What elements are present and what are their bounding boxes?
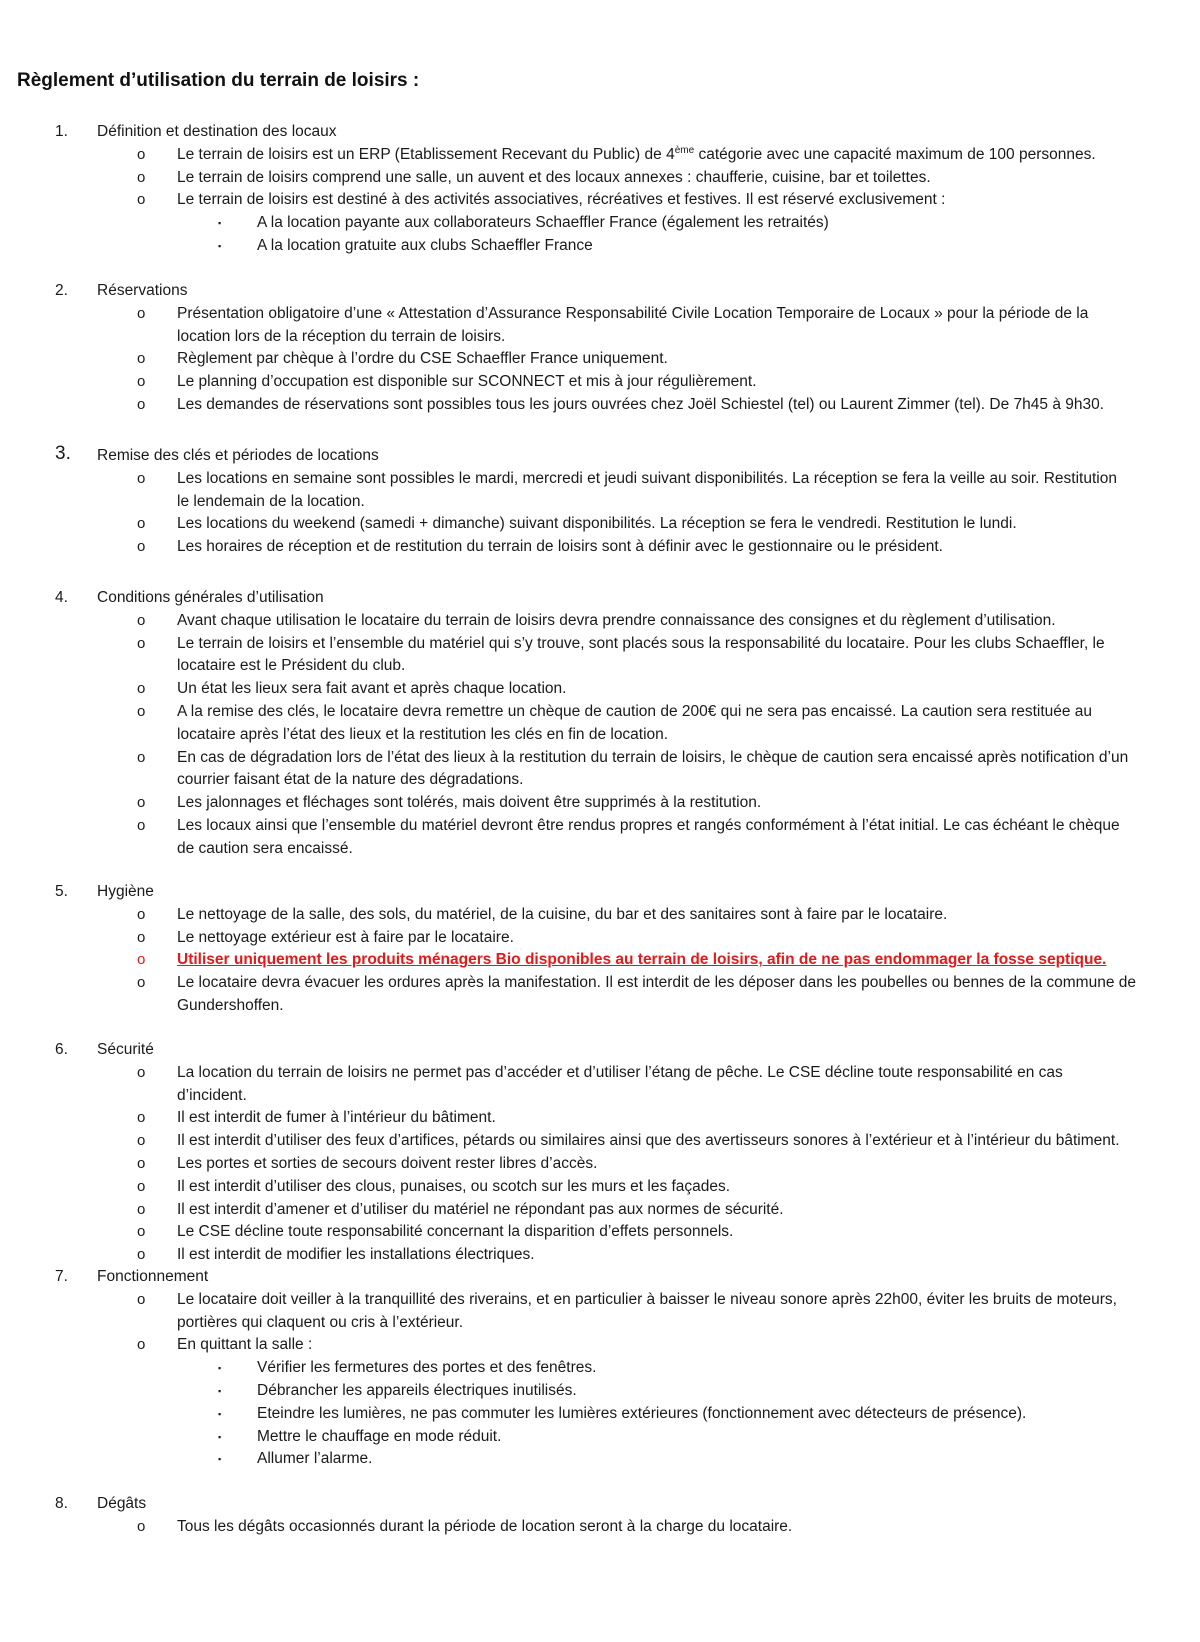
square-bullet: ▪ <box>218 241 222 251</box>
sub-rule-text: Allumer l’alarme. <box>257 1450 373 1468</box>
section-number: 2. <box>55 282 68 299</box>
rule-text: Le nettoyage extérieur est à faire par le locataire. <box>177 928 514 946</box>
rule-text: Il est interdit de modifier les installations électriques. <box>177 1246 535 1264</box>
circle-bullet: o <box>137 1063 146 1081</box>
square-bullet: ▪ <box>218 218 222 229</box>
section-title: Réservations <box>97 282 188 299</box>
rule-text: Le CSE décline toute responsabilité concernant la disparition d’effets personnels. <box>177 1223 734 1241</box>
rule-text: Les demandes de réservations sont possibles tous les jours ouvrées chez Joël Schiestel (tel) ou Laurent Zimmer (tel). De 7h45 à 9h30. <box>177 396 1105 413</box>
rule-text: La location du terrain de loisirs ne permet pas d’accéder et d’utiliser l’étang de pêche. Le CSE décline toute responsabilité en cas <box>177 1063 1063 1081</box>
circle-bullet: o <box>137 350 146 368</box>
circle-bullet: o <box>137 1109 146 1127</box>
section-title: Remise des clés et périodes de locations <box>97 447 379 464</box>
circle-bullet: o <box>137 373 146 391</box>
circle-bullet: o <box>137 928 146 946</box>
circle-bullet: o <box>137 1290 146 1308</box>
circle-bullet: o <box>137 1177 146 1195</box>
section-title: Définition et destination des locaux <box>97 123 337 140</box>
circle-bullet: o <box>137 1200 146 1218</box>
rule-text: Le terrain de loisirs est destiné à des activités associatives, récréatives et festives. Il est réservé exclusivement : <box>177 191 946 209</box>
rule-text: Le nettoyage de la salle, des sols, du matériel, de la cuisine, du bar et des sanitaires sont à faire par le locataire. <box>177 905 948 923</box>
rule-text: portières qui claquent ou cris à l’extérieur. <box>177 1313 464 1331</box>
rule-text: Présentation obligatoire d’une « Attestation d’Assurance Responsabilité Civile Location Temporaire de Locaux » pour la période de la <box>177 304 1089 322</box>
rule-text: Les jalonnages et fléchages sont tolérés, mais doivent être supprimés à la restitution. <box>177 794 762 812</box>
rule-text: le lendemain de la location. <box>177 492 365 510</box>
rule-text: location lors de la réception du terrain de loisirs. <box>177 327 506 345</box>
circle-bullet: o <box>137 1336 146 1354</box>
circle-bullet: o <box>137 1246 146 1264</box>
rule-text: de caution sera encaissé. <box>177 839 353 857</box>
circle-bullet: o <box>137 974 146 992</box>
square-bullet: ▪ <box>218 1386 222 1396</box>
rule-text: Tous les dégâts occasionnés durant la période de location seront à la charge du locataire. <box>177 1517 793 1535</box>
sub-rule-text: Eteindre les lumières, ne pas commuter les lumières extérieures (fonctionnement avec détecteurs de présence). <box>257 1404 1027 1422</box>
rule-text: Il est interdit d’utiliser des feux d’artifices, pétards ou similaires ainsi que des avertisseurs sonores à l’extérieur et à l’intérieur du bâtiment. <box>177 1132 1120 1150</box>
rule-text: Les portes et sorties de secours doivent rester libres d’accès. <box>177 1155 598 1172</box>
rule-text: Les horaires de réception et de restitution du terrain de loisirs sont à définir avec le gestionnaire ou le président. <box>177 538 943 556</box>
rule-text: locataire est le Président du club. <box>177 657 406 675</box>
sub-rule-text: A la location payante aux collaborateurs Schaeffler France (également les retraités) <box>257 214 829 232</box>
rule-text: En cas de dégradation lors de l’état des lieux à la restitution du terrain de loisirs, le chèque de caution sera encaissé après notification d’un <box>177 748 1129 766</box>
rule-text: Les locaux ainsi que l’ensemble du matériel devront être rendus propres et rangés conformément à l’état initial. Le cas échéant le chèque <box>177 817 1120 834</box>
rule-text: Règlement par chèque à l’ordre du CSE Schaeffler France uniquement. <box>177 350 668 368</box>
section-title: Dégâts <box>97 1495 147 1512</box>
section-number: 4. <box>55 589 68 606</box>
sub-rule-text: A la location gratuite aux clubs Schaeffler France <box>257 237 593 254</box>
circle-bullet: o <box>137 680 146 698</box>
circle-bullet: o <box>137 1223 146 1241</box>
square-bullet: ▪ <box>218 1431 222 1442</box>
section-number: 8. <box>55 1495 68 1512</box>
rule-text: Le terrain de loisirs et l’ensemble du matériel qui s’y trouve, sont placés sous la responsabilité du locataire. Pour les clubs Schaeffler, le <box>177 634 1105 652</box>
rule-text: En quittant la salle : <box>177 1336 313 1354</box>
circle-bullet: o <box>137 145 146 163</box>
rule-text: Il est interdit d’amener et d’utiliser du matériel ne répondant pas aux normes de sécurité. <box>177 1200 784 1218</box>
rule-text: Le planning d’occupation est disponible sur SCONNECT et mis à jour régulièrement. <box>177 373 757 391</box>
circle-bullet: o <box>137 951 146 969</box>
rule-text: Les locations en semaine sont possibles le mardi, mercredi et jeudi suivant disponibilités. La réception se fera la veille au soir. Restitution <box>177 469 1117 487</box>
square-bullet: ▪ <box>218 1363 222 1374</box>
sub-rule-text: Débrancher les appareils électriques inutilisés. <box>257 1382 577 1399</box>
document-title: Règlement d’utilisation du terrain de loisirs : <box>17 70 420 91</box>
circle-bullet: o <box>137 168 146 186</box>
section-number: 7. <box>55 1268 68 1285</box>
circle-bullet: o <box>137 634 146 652</box>
rule-text: Il est interdit de fumer à l’intérieur du bâtiment. <box>177 1109 496 1127</box>
circle-bullet: o <box>137 538 146 556</box>
circle-bullet: o <box>137 703 146 720</box>
circle-bullet: o <box>137 515 146 533</box>
circle-bullet: o <box>137 1155 146 1172</box>
section-number: 6. <box>55 1041 68 1058</box>
rule-text: Le terrain de loisirs est un ERP (Etablissement Recevant du Public) de 4ème catégorie avec une capacité maximum de 100 personnes. <box>177 144 1096 163</box>
circle-bullet: o <box>137 1517 146 1535</box>
rule-text: d’incident. <box>177 1086 247 1104</box>
section-title: Fonctionnement <box>97 1268 209 1285</box>
circle-bullet: o <box>137 905 146 923</box>
rule-text: Les locations du weekend (samedi + dimanche) suivant disponibilités. La réception se fera le vendredi. Restitution le lundi. <box>177 515 1017 533</box>
section-number: 1. <box>55 123 68 140</box>
sub-rule-text: Mettre le chauffage en mode réduit. <box>257 1427 502 1445</box>
circle-bullet: o <box>137 1132 146 1150</box>
rule-text: Avant chaque utilisation le locataire du terrain de loisirs devra prendre connaissance des consignes et du règlement d’utilisation. <box>177 611 1056 629</box>
section-title: Sécurité <box>97 1041 154 1058</box>
section-title: Hygiène <box>97 883 154 900</box>
circle-bullet: o <box>137 469 146 487</box>
rule-text: Gundershoffen. <box>177 997 284 1014</box>
rule-text: Il est interdit d’utiliser des clous, punaises, ou scotch sur les murs et les façades. <box>177 1177 731 1195</box>
rule-text: courrier faisant état de la nature des dégradations. <box>177 771 524 789</box>
section-number: 3. <box>55 443 71 464</box>
circle-bullet: o <box>137 396 146 413</box>
rule-text: locataire après l’état des lieux et la restitution les clés en fin de location. <box>177 725 669 743</box>
section-number: 5. <box>55 883 68 900</box>
rule-text: Un état les lieux sera fait avant et après chaque location. <box>177 680 567 698</box>
sub-rule-text: Vérifier les fermetures des portes et des fenêtres. <box>257 1359 597 1377</box>
circle-bullet: o <box>137 748 146 766</box>
circle-bullet: o <box>137 611 146 629</box>
rule-text: Le locataire devra évacuer les ordures après la manifestation. Il est interdit de les déposer dans les poubelles ou bennes de la commune de <box>177 974 1136 992</box>
circle-bullet: o <box>137 817 146 834</box>
rule-text: Le terrain de loisirs comprend une salle, un auvent et des locaux annexes : chaufferie, cuisine, bar et toilettes. <box>177 168 931 186</box>
section-title: Conditions générales d’utilisation <box>97 589 324 606</box>
highlight-rule-text: Utiliser uniquement les produits ménagers Bio disponibles au terrain de loisirs, afin de ne pas endommager la fosse septique. <box>177 951 1107 969</box>
circle-bullet: o <box>137 794 146 812</box>
circle-bullet: o <box>137 304 146 322</box>
circle-bullet: o <box>137 191 146 209</box>
rule-text: A la remise des clés, le locataire devra remettre un chèque de caution de 200€ qui ne sera pas encaissé. La caution sera restituée au <box>177 703 1093 720</box>
square-bullet: ▪ <box>218 1408 222 1419</box>
rule-text: Le locataire doit veiller à la tranquillité des riverains, et en particulier à baisser le niveau sonore après 22h00, éviter les bruits de moteurs, <box>177 1290 1117 1308</box>
square-bullet: ▪ <box>218 1454 222 1465</box>
